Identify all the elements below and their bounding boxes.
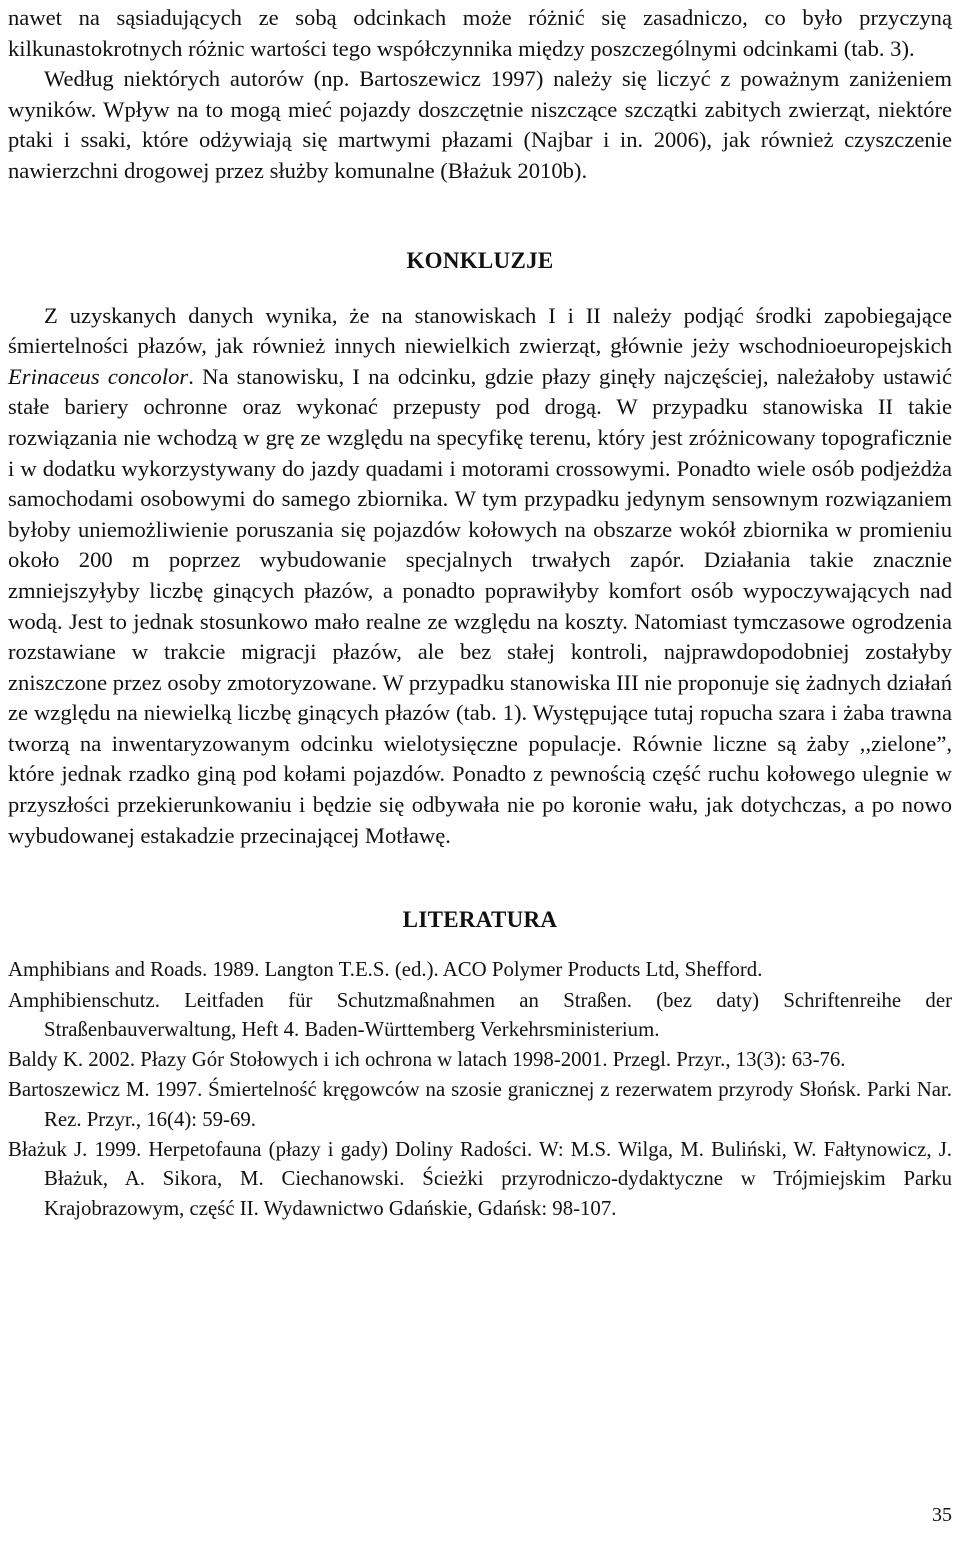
reference-item: Amphibienschutz. Leitfaden für Schutzmaßnahmen an Straßen. (bez daty) Schriftenreihe der Straßenbauverwaltung, Heft 4. Baden-Württemberg Verkehrsministerium.: [8, 988, 952, 1041]
section-heading-konkluzje: KONKLUZJE: [406, 247, 554, 273]
species-name-italic: Erinaceus concolor: [8, 363, 189, 389]
intro-paragraph-bartoszewicz: Według niektórych autorów (np. Bartoszewicz 1997) należy się liczyć z poważnym zaniżeniem wyników. Wpływ na to mogą mieć pojazdy doszczętnie niszczące szczątki zabitych zwierząt, niektóre ptaki i ssaki, które odżywiają się martwymi płazami (Najbar i in. 2006), jak również czyszczenie nawierzchni drogowej przez służby komunalne (Błażuk 2010b).: [8, 66, 952, 183]
konkluzje-paragraph: [8, 301, 952, 852]
intro-paragraph-continued: nawet na sąsiadujących ze sobą odcinkach może różnić się zasadniczo, co było przyczyną kilkunastokrotnych różnic wartości tego współczynnika między poszczególnymi odcinkami (tab. 3).: [8, 5, 952, 61]
page-number: 35: [932, 1504, 952, 1526]
reference-item: Bartoszewicz M. 1997. Śmiertelność kręgowców na szosie granicznej z rezerwatem przyrody Słońsk. Parki Nar. Rez. Przyr., 16(4): 59-69.: [8, 1078, 952, 1131]
konkluzje-text-part-1: Z uzyskanych danych wynika, że na stanowiskach I i II należy podjąć środki zapobiegające śmiertelności płazów, jak również innych niewielkich zwierząt, głównie jeży wschodnioeuropejskich: [8, 302, 952, 359]
reference-item: Amphibians and Roads. 1989. Langton T.E.S. (ed.). ACO Polymer Products Ltd, Shefford.: [8, 958, 763, 982]
konkluzje-text-part-2: . Na stanowisku, I na odcinku, gdzie płazy ginęły najczęściej, należałoby ustawić stałe bariery ochronne oraz wykonać przepusty pod drogą. W przypadku stanowiska II takie rozwiązania nie wchodzą w grę ze względu na specyfikę terenu, który jest zróżnicowany topograficznie i w dodatku wykorzystywany do jazdy quadami i motorami crossowymi. Ponadto wiele osób podjeżdża samochodami osobowymi do samego zbiornika. W tym przypadku jedynym sensownym rozwiązaniem byłoby uniemożliwienie poruszania się pojazdów kołowych na obszarze wokół zbiornika w promieniu około 200 m poprzez wybudowanie specjalnych trwałych zapór. Działania takie znacznie zmniejszyłyby liczbę ginących płazów, a ponadto poprawiłyby komfort osób wypoczywających nad wodą. Jest to jednak stosunkowo mało realne ze względu na koszty. Natomiast tymczasowe ogrodzenia rozstawiane w trakcie migracji płazów, ale bez stałej kontroli, najprawdopodobniej zostałyby zniszczone przez osoby zmotoryzowane. W przypadku stanowiska III nie proponuje się żadnych działań ze względu na niewielką liczbę ginących płazów (tab. 1). Występujące tutaj ropucha szara i żaba trawna tworzą na inwentaryzowanym odcinku wielotysięczne populacje. Równie liczne są żaby ,,zielone”, które jednak rzadko giną pod kołami pojazdów. Ponadto z pewnością część ruchu kołowego ulegnie w przyszłości przekierunkowaniu i będzie się odbywała nie po koronie wału, jak dotychczas, a po nowo wybudowanej estakadzie przecinającej Motławę.: [8, 363, 952, 848]
reference-item: Baldy K. 2002. Płazy Gór Stołowych i ich ochrona w latach 1998-2001. Przegl. Przyr., 13(3): 63-76.: [8, 1048, 846, 1072]
section-heading-literatura: LITERATURA: [402, 907, 558, 933]
page-content: [8, 0, 952, 1223]
reference-item: Błażuk J. 1999. Herpetofauna (płazy i gady) Doliny Radości. W: M.S. Wilga, M. Buliński, W. Fałtynowicz, J. Błażuk, A. Sikora, M. Ciechanowski. Ścieżki przyrodniczo-dydaktyczne w Trójmiejskim Parku Krajobrazowym, część II. Wydawnictwo Gdańskie, Gdańsk: 98-107.: [8, 1138, 952, 1220]
reference-list: [8, 955, 952, 1223]
